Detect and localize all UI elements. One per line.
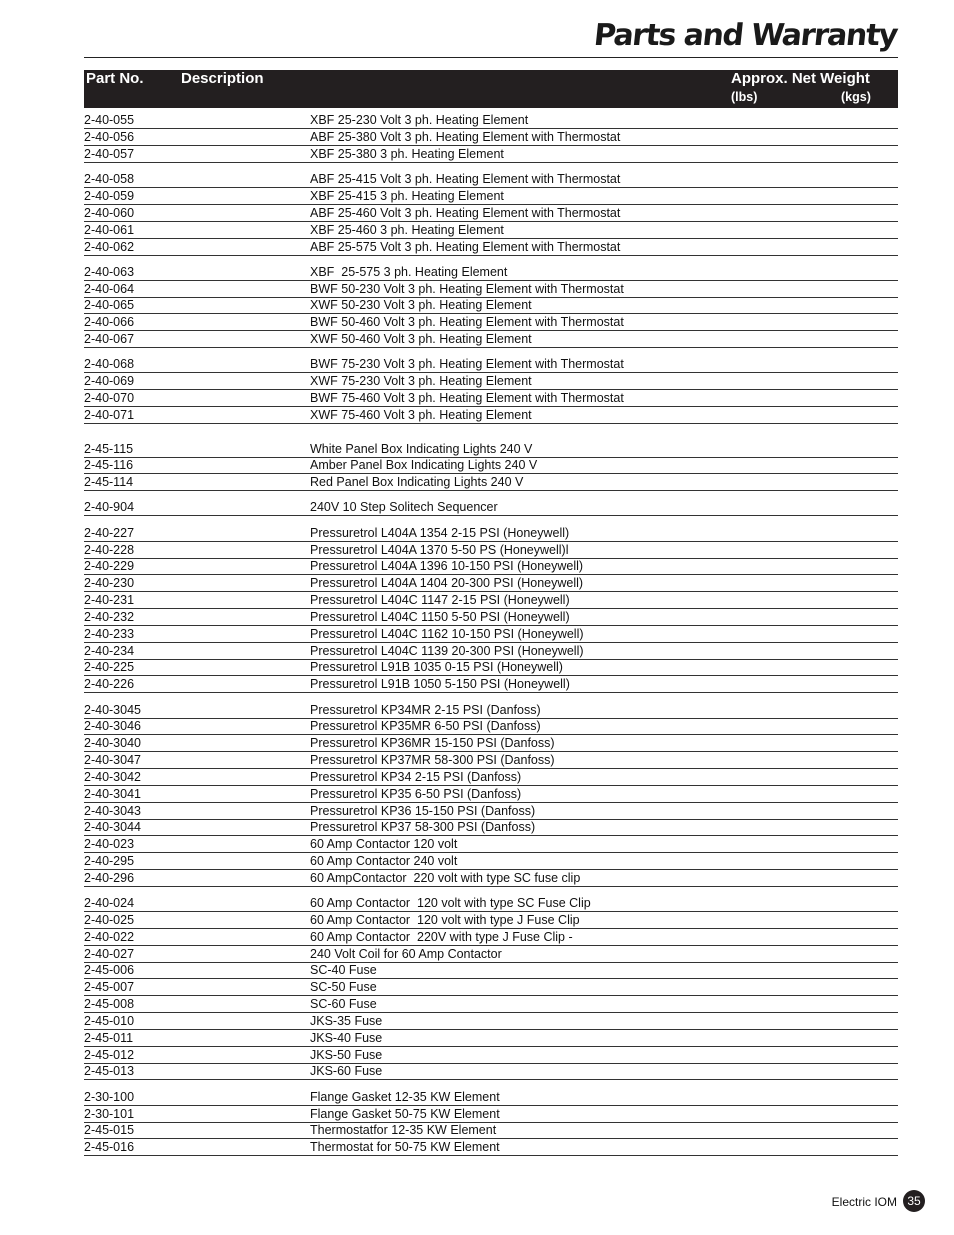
- part-number-cell: 2-40-058: [84, 172, 135, 186]
- part-number-cell: 2-45-116: [84, 458, 134, 472]
- description-cell: 60 Amp Contactor 120 volt: [310, 837, 458, 851]
- table-row: [84, 297, 898, 314]
- description-cell: Pressuretrol L404C 1162 10-150 PSI (Honeywell): [310, 627, 584, 641]
- table-row: [84, 718, 898, 735]
- description-cell: Pressuretrol L404C 1150 5-50 PSI (Honeywell): [310, 610, 570, 624]
- part-number-cell: 2-45-013: [84, 1064, 135, 1078]
- part-number-cell: 2-40-230: [84, 576, 135, 590]
- description-cell: ABF 25-575 Volt 3 ph. Heating Element with Thermostat: [310, 240, 621, 254]
- table-row: [84, 239, 898, 256]
- description-cell: Pressuretrol KP37 58-300 PSI (Danfoss): [310, 820, 536, 834]
- part-number-cell: 2-40-3044: [84, 820, 141, 834]
- part-number-cell: 2-40-3042: [84, 770, 141, 784]
- title-divider: [84, 57, 898, 58]
- description-cell: JKS-35 Fuse: [310, 1014, 383, 1028]
- description-cell: Flange Gasket 50-75 KW Element: [310, 1107, 500, 1121]
- footer-label: Electric IOM: [831, 1195, 897, 1209]
- description-cell: 60 Amp Contactor 120 volt with type SC Fuse Clip: [310, 896, 591, 910]
- table-row: [84, 264, 898, 281]
- part-number-cell: 2-40-055: [84, 113, 135, 127]
- table-row: [84, 146, 898, 163]
- table-row: [84, 499, 898, 516]
- part-number-cell: 2-45-008: [84, 997, 135, 1011]
- table-row: [84, 996, 898, 1013]
- part-number-cell: 2-40-056: [84, 130, 135, 144]
- table-row: [84, 188, 898, 205]
- table-row: [84, 356, 898, 373]
- part-number-cell: 2-40-057: [84, 147, 135, 161]
- table-row: [84, 1122, 898, 1139]
- part-number-cell: 2-40-065: [84, 298, 135, 312]
- description-cell: JKS-40 Fuse: [310, 1031, 383, 1045]
- table-row: [84, 1089, 898, 1106]
- part-number-cell: 2-40-3046: [84, 719, 141, 733]
- table-row: [84, 895, 898, 912]
- part-number-cell: 2-40-3043: [84, 804, 141, 818]
- table-row: [84, 525, 898, 542]
- description-cell: 60 Amp Contactor 120 volt with type J Fuse Clip: [310, 913, 580, 927]
- table-row: [84, 643, 898, 660]
- description-cell: BWF 75-460 Volt 3 ph. Heating Element with Thermostat: [310, 391, 624, 405]
- description-cell: ABF 25-415 Volt 3 ph. Heating Element with Thermostat: [310, 172, 621, 186]
- description-cell: 60 Amp Contactor 220V with type J Fuse Clip -: [310, 930, 573, 944]
- description-cell: Pressuretrol KP34MR 2-15 PSI (Danfoss): [310, 703, 541, 717]
- part-number-cell: 2-40-3041: [84, 787, 141, 801]
- description-cell: Pressuretrol KP35 6-50 PSI (Danfoss): [310, 787, 522, 801]
- table-row: [84, 331, 898, 348]
- description-cell: XBF 25-230 Volt 3 ph. Heating Element: [310, 113, 529, 127]
- description-cell: Red Panel Box Indicating Lights 240 V: [310, 475, 524, 489]
- table-row: [84, 853, 898, 870]
- table-row: [84, 912, 898, 929]
- table-row: [84, 609, 898, 626]
- table-row: [84, 575, 898, 592]
- page-number-badge: 35: [903, 1190, 925, 1212]
- table-row: [84, 542, 898, 559]
- table-row: [84, 281, 898, 298]
- part-number-cell: 2-40-232: [84, 610, 135, 624]
- table-row: [84, 457, 898, 474]
- table-row: [84, 1063, 898, 1080]
- part-number-cell: 2-40-226: [84, 677, 135, 691]
- description-cell: BWF 50-230 Volt 3 ph. Heating Element with Thermostat: [310, 282, 624, 296]
- table-header: [84, 70, 898, 108]
- part-number-cell: 2-40-295: [84, 854, 135, 868]
- table-row: [84, 390, 898, 407]
- part-number-cell: 2-40-022: [84, 930, 135, 944]
- part-number-cell: 2-45-007: [84, 980, 135, 994]
- description-cell: 60 AmpContactor 220 volt with type SC fuse clip: [310, 871, 581, 885]
- part-number-cell: 2-40-060: [84, 206, 135, 220]
- part-number-cell: 2-40-059: [84, 189, 135, 203]
- part-number-cell: 2-45-012: [84, 1048, 135, 1062]
- part-number-cell: 2-40-061: [84, 223, 135, 237]
- description-cell: Pressuretrol KP34 2-15 PSI (Danfoss): [310, 770, 522, 784]
- description-cell: XWF 75-230 Volt 3 ph. Heating Element: [310, 374, 532, 388]
- table-row: [84, 592, 898, 609]
- description-cell: SC-50 Fuse: [310, 980, 377, 994]
- header-kgs: (kgs): [841, 90, 871, 104]
- page-title: Parts and Warranty: [592, 18, 899, 53]
- part-number-cell: 2-40-225: [84, 660, 135, 674]
- part-number-cell: 2-40-296: [84, 871, 135, 885]
- description-cell: XBF 25-415 3 ph. Heating Element: [310, 189, 504, 203]
- description-cell: 240 Volt Coil for 60 Amp Contactor: [310, 947, 502, 961]
- part-number-cell: 2-40-228: [84, 543, 135, 557]
- part-number-cell: 2-40-231: [84, 593, 135, 607]
- table-row: [84, 407, 898, 424]
- part-number-cell: 2-40-069: [84, 374, 135, 388]
- description-cell: XWF 50-460 Volt 3 ph. Heating Element: [310, 332, 532, 346]
- table-row: [84, 836, 898, 853]
- part-number-cell: 2-40-062: [84, 240, 135, 254]
- part-number-cell: 2-40-025: [84, 913, 135, 927]
- table-row: [84, 929, 898, 946]
- header-description: Description: [181, 70, 264, 87]
- table-row: [84, 205, 898, 222]
- description-cell: Pressuretrol L404C 1139 20-300 PSI (Honeywell): [310, 644, 584, 658]
- description-cell: SC-60 Fuse: [310, 997, 377, 1011]
- part-number-cell: 2-40-904: [84, 500, 135, 514]
- description-cell: Pressuretrol KP37MR 58-300 PSI (Danfoss): [310, 753, 555, 767]
- table-row: [84, 222, 898, 239]
- table-row: [84, 373, 898, 390]
- part-number-cell: 2-40-3040: [84, 736, 141, 750]
- table-row: [84, 819, 898, 836]
- part-number-cell: 2-40-229: [84, 559, 135, 573]
- description-cell: JKS-50 Fuse: [310, 1048, 383, 1062]
- description-cell: 60 Amp Contactor 240 volt: [310, 854, 458, 868]
- part-number-cell: 2-45-114: [84, 475, 134, 489]
- part-number-cell: 2-40-067: [84, 332, 135, 346]
- table-row: [84, 752, 898, 769]
- part-number-cell: 2-40-071: [84, 408, 135, 422]
- description-cell: Pressuretrol L404A 1354 2-15 PSI (Honeywell): [310, 526, 570, 540]
- table-row: [84, 1030, 898, 1047]
- table-row: [84, 1139, 898, 1156]
- table-row: [84, 171, 898, 188]
- description-cell: Amber Panel Box Indicating Lights 240 V: [310, 458, 538, 472]
- table-row: [84, 1047, 898, 1064]
- description-cell: Pressuretrol L404A 1404 20-300 PSI (Honeywell): [310, 576, 584, 590]
- part-number-cell: 2-40-068: [84, 357, 135, 371]
- description-cell: XWF 50-230 Volt 3 ph. Heating Element: [310, 298, 532, 312]
- table-row: [84, 702, 898, 719]
- table-row: [84, 769, 898, 786]
- description-cell: Pressuretrol L404A 1370 5-50 PS (Honeywell)l: [310, 543, 569, 557]
- part-number-cell: 2-40-066: [84, 315, 135, 329]
- table-row: [84, 870, 898, 887]
- part-number-cell: 2-45-015: [84, 1123, 135, 1137]
- header-lbs: (lbs): [731, 90, 758, 104]
- description-cell: 240V 10 Step Solitech Sequencer: [310, 500, 498, 514]
- description-cell: Thermostat for 50-75 KW Element: [310, 1140, 500, 1154]
- part-number-cell: 2-40-070: [84, 391, 135, 405]
- description-cell: Flange Gasket 12-35 KW Element: [310, 1090, 500, 1104]
- description-cell: XWF 75-460 Volt 3 ph. Heating Element: [310, 408, 532, 422]
- part-number-cell: 2-40-233: [84, 627, 135, 641]
- part-number-cell: 2-40-064: [84, 282, 135, 296]
- table-row: [84, 962, 898, 979]
- description-cell: SC-40 Fuse: [310, 963, 377, 977]
- table-row: [84, 735, 898, 752]
- part-number-cell: 2-40-024: [84, 896, 135, 910]
- table-row: [84, 441, 898, 458]
- description-cell: BWF 75-230 Volt 3 ph. Heating Element with Thermostat: [310, 357, 624, 371]
- table-row: [84, 676, 898, 693]
- header-part-no: Part No.: [86, 70, 144, 87]
- part-number-cell: 2-40-063: [84, 265, 135, 279]
- description-cell: Pressuretrol L91B 1035 0-15 PSI (Honeywell): [310, 660, 563, 674]
- description-cell: XBF 25-380 3 ph. Heating Element: [310, 147, 504, 161]
- table-row: [84, 474, 898, 491]
- part-number-cell: 2-30-101: [84, 1107, 135, 1121]
- part-number-cell: 2-45-016: [84, 1140, 135, 1154]
- description-cell: Pressuretrol L91B 1050 5-150 PSI (Honeywell): [310, 677, 570, 691]
- table-row: [84, 1013, 898, 1030]
- table-row: [84, 626, 898, 643]
- part-number-cell: 2-40-023: [84, 837, 135, 851]
- part-number-cell: 2-30-100: [84, 1090, 135, 1104]
- part-number-cell: 2-40-3045: [84, 703, 141, 717]
- table-row: [84, 946, 898, 963]
- description-cell: Pressuretrol KP36MR 15-150 PSI (Danfoss): [310, 736, 555, 750]
- description-cell: Thermostatfor 12-35 KW Element: [310, 1123, 497, 1137]
- part-number-cell: 2-40-227: [84, 526, 135, 540]
- description-cell: XBF 25-460 3 ph. Heating Element: [310, 223, 504, 237]
- description-cell: ABF 25-460 Volt 3 ph. Heating Element with Thermostat: [310, 206, 621, 220]
- part-number-cell: 2-45-010: [84, 1014, 135, 1028]
- description-cell: Pressuretrol L404A 1396 10-150 PSI (Honeywell): [310, 559, 584, 573]
- table-row: [84, 314, 898, 331]
- description-cell: ABF 25-380 Volt 3 ph. Heating Element with Thermostat: [310, 130, 621, 144]
- part-number-cell: 2-40-027: [84, 947, 135, 961]
- part-number-cell: 2-45-115: [84, 442, 134, 456]
- description-cell: Pressuretrol KP36 15-150 PSI (Danfoss): [310, 804, 536, 818]
- table-row: [84, 786, 898, 803]
- table-row: [84, 558, 898, 575]
- description-cell: Pressuretrol KP35MR 6-50 PSI (Danfoss): [310, 719, 541, 733]
- table-row: [84, 803, 898, 820]
- description-cell: Pressuretrol L404C 1147 2-15 PSI (Honeywell): [310, 593, 570, 607]
- table-row: [84, 1106, 898, 1123]
- description-cell: JKS-60 Fuse: [310, 1064, 383, 1078]
- table-row: [84, 129, 898, 146]
- table-row: [84, 659, 898, 676]
- table-row: [84, 112, 898, 129]
- description-cell: XBF 25-575 3 ph. Heating Element: [310, 265, 508, 279]
- header-net-weight: Approx. Net Weight: [731, 70, 870, 87]
- part-number-cell: 2-40-234: [84, 644, 135, 658]
- table-row: [84, 979, 898, 996]
- part-number-cell: 2-45-011: [84, 1031, 134, 1045]
- description-cell: White Panel Box Indicating Lights 240 V: [310, 442, 533, 456]
- part-number-cell: 2-40-3047: [84, 753, 141, 767]
- part-number-cell: 2-45-006: [84, 963, 135, 977]
- description-cell: BWF 50-460 Volt 3 ph. Heating Element with Thermostat: [310, 315, 624, 329]
